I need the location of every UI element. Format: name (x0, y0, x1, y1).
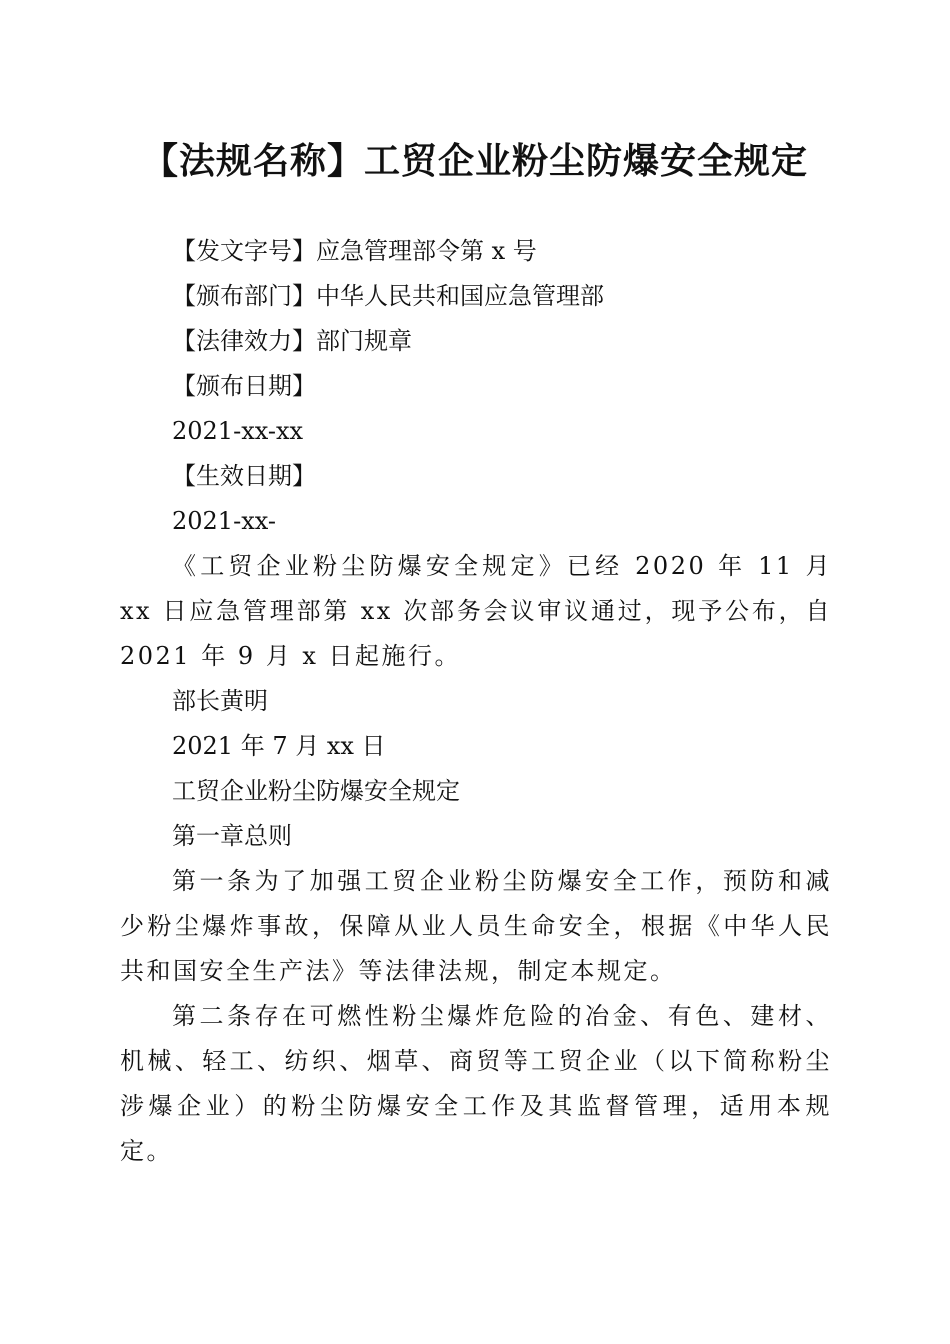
legal-effect-label: 【法律效力】 (172, 327, 316, 355)
article-2: 第二条存在可燃性粉尘爆炸危险的冶金、有色、建材、机械、轻工、纺织、烟草、商贸等工贸企业（以下简称粉尘涉爆企业）的粉尘防爆安全工作及其监督管理，适用本规定。 (120, 1002, 832, 1165)
signatory: 部长黄明 (172, 687, 268, 715)
effective-date-label: 【生效日期】 (172, 462, 316, 490)
issuer-line (120, 274, 832, 319)
doc-number-label: 【发文字号】 (172, 237, 316, 265)
article-1: 第一条为了加强工贸企业粉尘防爆安全工作，预防和减少粉尘爆炸事故，保障从业人员生命安全，根据《中华人民共和国安全生产法》等法律法规，制定本规定。 (120, 867, 832, 985)
legal-effect-value: 部门规章 (316, 327, 412, 355)
doc-number-value: 应急管理部令第 x 号 (316, 237, 537, 265)
announcement-paragraph: 《工贸企业粉尘防爆安全规定》已经 2020 年 11 月 xx 日应急管理部第 xx 次部务会议审议通过，现予公布，自 2021 年 9 月 x 日起施行。 (120, 552, 832, 670)
doc-number-line (120, 229, 832, 274)
issuer-label: 【颁布部门】 (172, 282, 316, 310)
issue-date-label: 【颁布日期】 (172, 372, 316, 400)
legal-effect-line (120, 319, 832, 364)
issue-date-value: 2021-xx-xx (172, 417, 304, 445)
document-title: 【法规名称】工贸企业粉尘防爆安全规定 (141, 140, 808, 182)
sign-date: 2021 年 7 月 xx 日 (172, 732, 386, 760)
regulation-title: 工贸企业粉尘防爆安全规定 (172, 777, 460, 805)
document-body (120, 229, 832, 1174)
chapter-heading: 第一章总则 (172, 822, 292, 850)
issuer-value: 中华人民共和国应急管理部 (316, 282, 604, 310)
effective-date-value: 2021-xx- (172, 507, 276, 535)
